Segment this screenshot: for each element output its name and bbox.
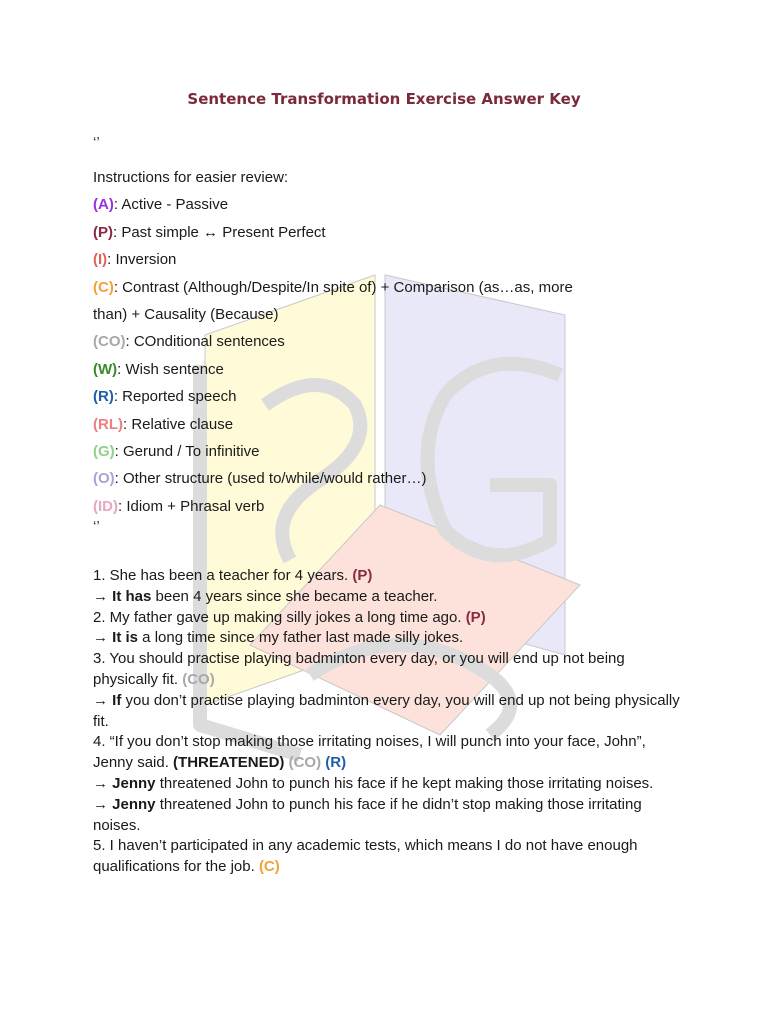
legend-tag: (A) [93,196,114,214]
legend-description: Wish sentence [121,360,224,378]
legend-tag: (RL) [93,415,123,433]
type-tag: (P) [465,608,486,626]
legend-tag: (CO) [93,333,126,351]
legend-description: Relative clause [127,415,234,433]
instructions-block [93,164,573,520]
legend-list [93,191,573,520]
legend-separator: : [113,223,118,241]
question-5: 5. I haven’t participated in any academic tests, which means I do not have enough qualifications for the job. (C) [93,837,638,876]
close-quote-mark: ‘’ [93,518,100,535]
legend-tag: (O) [93,470,115,488]
open-quote-mark: ‘’ [93,134,100,151]
question-3: 3. You should practise playing badminton every day, or you will end up not being physically fit. (CO) [93,650,625,688]
legend-separator: : [113,196,118,214]
legend-description: Other structure (used to/while/would rather…) [118,470,427,488]
legend-description: Contrast (Although/Despite/In spite of) + Comparison (as…as, more [118,278,573,296]
answer-keyword: It is [112,629,139,647]
legend-tag: (I) [93,251,108,269]
legend-description: COnditional sentences [129,333,285,351]
legend-description: Past simple ↔ Present Perfect [117,223,326,241]
question-4: 4. “If you don’t stop making those irritating noises, I will punch into your face, John”, Jenny said. (THREATENED) (CO) (R) [93,733,646,772]
legend-tag: (C) [93,278,114,296]
legend-description: Reported speech [118,388,237,406]
legend-item [93,383,573,410]
answer-3: → If you don’t practise playing badminton every day, you will end up not being physically fit. [93,691,680,730]
type-tag: (CO) [288,754,322,772]
legend-separator: : [123,415,128,433]
answer-2: → It is a long time since my father last made silly jokes. [93,629,464,647]
answer-keyword: Jenny [112,774,156,792]
legend-tag: (G) [93,443,115,461]
legend-item [93,411,573,438]
answer-4b: → Jenny threatened John to punch his face if he didn’t stop making those irritating noises. [93,795,642,834]
legend-description: Active - Passive [118,196,229,214]
legend-tag: (ID) [93,497,118,515]
legend-item [93,328,573,355]
legend-item [93,219,573,246]
legend-item [93,301,573,328]
legend-separator: : [125,333,130,351]
legend-tag: (W) [93,360,118,378]
legend-description: Idiom + Phrasal verb [122,497,265,515]
type-tag: (R) [325,754,347,772]
legend-separator: : [113,278,118,296]
answer-4a: → Jenny threatened John to punch his face if he kept making those irritating noises. [93,774,654,792]
legend-item [93,465,573,492]
legend-tag: (P) [93,223,113,241]
answer-keyword: If [112,691,122,709]
legend-description: Gerund / To infinitive [118,443,260,461]
legend-separator: : [118,497,123,515]
page-title: Sentence Transformation Exercise Answer Key [187,90,581,108]
question-2: 2. My father gave up making silly jokes a long time ago. (P) [93,608,486,626]
question-1: 1. She has been a teacher for 4 years. (P) [93,567,373,584]
answer-keyword: It has [112,587,152,605]
legend-separator: : [114,443,119,461]
type-tag: (P) [352,567,373,584]
legend-item [93,274,573,301]
answer-1: → It has been 4 years since she became a teacher. [93,587,438,605]
legend-separator: : [107,251,112,269]
type-tag: (CO) [182,670,215,688]
legend-item [93,493,573,520]
answer-list [93,566,683,878]
legend-description: than) + Causality (Because) [93,306,279,324]
legend-tag: (R) [93,388,114,406]
legend-separator: : [114,470,119,488]
type-tag: (C) [258,858,280,876]
legend-item [93,191,573,218]
answer-keyword: Jenny [112,795,156,813]
legend-separator: : [117,360,122,378]
legend-item [93,438,573,465]
question-keyword: (THREATENED) [173,754,285,772]
legend-item [93,246,573,273]
legend-item [93,356,573,383]
legend-separator: : [113,388,118,406]
instructions-heading: Instructions for easier review: [93,169,289,186]
legend-description: Inversion [111,251,177,269]
